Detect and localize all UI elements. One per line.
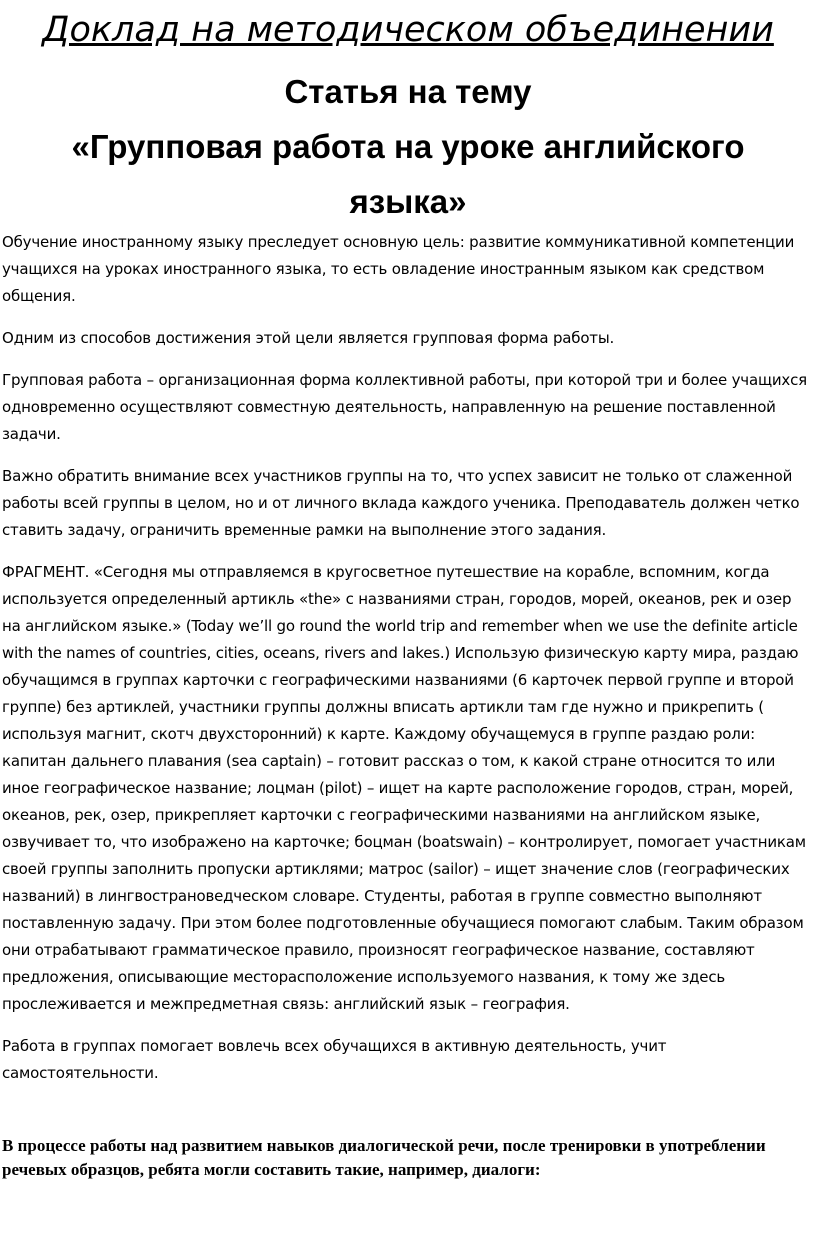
- article-title-line-1: Статья на тему: [284, 73, 532, 110]
- paragraph-goal: Обучение иностранному языку преследует основную цель: развитие коммуникативной компетенции учащихся на уроках иностранного языка, то есть овладение иностранным языком как средством общения.: [2, 233, 795, 305]
- report-heading: Доклад на методическом объединении: [42, 10, 774, 50]
- paragraph-method: Одним из способов достижения этой цели является групповая форма работы.: [2, 329, 615, 347]
- article-body: [2, 229, 814, 1102]
- article-title: [20, 64, 796, 229]
- paragraph-fragment: ФРАГМЕНТ. «Сегодня мы отправляемся в кругосветное путешествие на корабле, вспомним, когда используется определенный артикль «the» с названиями стран, городов, морей, океанов, рек и озер на английском языке.» (Today we’ll go round the world trip and remember when we use the definite article with the names of countries, cities, oceans, rivers and lakes.) Использую физическую карту мира, раздаю обучащимся в группах карточки с географическими названиями (6 карточек первой группе и второй группе) без артиклей, участники группы должны вписать артикли там где нужно и прикрепить ( используя магнит, скотч двухсторонний) к карте. Каждому обучащемуся в группе раздаю роли: капитан дальнего плавания (sea captain) – готовит рассказ о том, к какой стране относится то или иное географическое название; лоцман (pilot) – ищет на карте расположение городов, стран, морей, океанов, рек, озер, прикрепляет карточки с географическими названиями на английском языке, озвучивает то, что изображено на карточке; боцман (boatswain) – контролирует, помогает участникам своей группы заполнить пропуски артиклями; матрос (sailor) – ищет значение слов (географических названий) в лингвострановедческом словаре. Студенты, работая в группе совместно выполняют поставленную задачу. При этом более подготовленные обучащиеся помогают слабым. Таким образом они отрабатывают грамматическое правило, произносят географическое название, составляют предложения, описывающие месторасположение используемого названия, к тому же здесь прослеживается и межпредметная связь: английский язык – география.: [2, 563, 806, 1013]
- closing-paragraph: В процессе работы над развитием навыков диалогической речи, после тренировки в употреблении речевых образцов, ребята могли составить такие, например, диалоги:: [2, 1136, 766, 1179]
- paragraph-definition: Групповая работа – организационная форма коллективной работы, при которой три и более учащихся одновременно осуществляют совместную деятельность, направленную на решение поставленной задачи.: [2, 371, 807, 443]
- article-title-line-2: «Групповая работа на уроке английского языка»: [71, 128, 745, 220]
- paragraph-conclusion: Работа в группах помогает вовлечь всех обучащихся в активную деятельность, учит самостоятельности.: [2, 1037, 667, 1082]
- paragraph-importance: Важно обратить внимание всех участников группы на то, что успех зависит не только от слаженной работы всей группы в целом, но и от личного вклада каждого ученика. Преподаватель должен четко ставить задачу, ограничить временные рамки на выполнение этого задания.: [2, 467, 800, 539]
